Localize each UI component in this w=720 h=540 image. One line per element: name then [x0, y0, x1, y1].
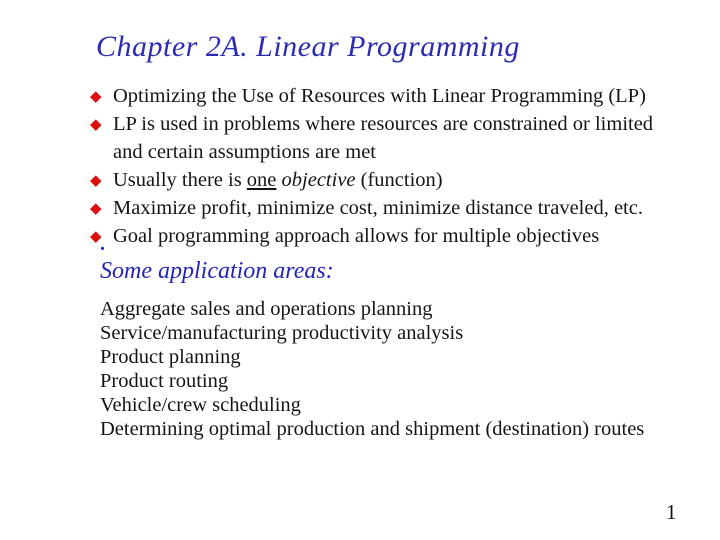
- diamond-bullet-icon: ◆: [90, 171, 102, 189]
- slide-title: Chapter 2A. Linear Programming: [96, 30, 520, 63]
- bullet-line: and certain assumptions are met: [113, 141, 376, 163]
- bullet-text: Goal programming approach allows for multiple objectives: [113, 225, 600, 247]
- bullet-text: [113, 110, 653, 166]
- bullet-text: Optimizing the Use of Resources with Linear Programming (LP): [113, 85, 646, 107]
- bullet-item: [90, 222, 712, 250]
- diamond-bullet-icon: ◆: [90, 87, 102, 105]
- page-number: 1: [666, 500, 677, 524]
- bullet-line: LP is used in problems where resources are constrained or limited: [113, 113, 654, 135]
- diamond-bullet-icon: ◆: [90, 115, 102, 133]
- application-item: Aggregate sales and operations planning: [100, 298, 433, 320]
- bullet-item: [90, 166, 712, 194]
- application-item: Determining optimal production and shipment (destination) routes: [100, 418, 645, 440]
- bullet-text-suffix: (function): [355, 169, 443, 191]
- bullet-text: [113, 166, 443, 194]
- underlined-word: one: [246, 169, 277, 191]
- bullet-list: [90, 82, 712, 250]
- bullet-text: Maximize profit, minimize cost, minimize distance traveled, etc.: [113, 197, 643, 219]
- application-item: Vehicle/crew scheduling: [100, 394, 301, 416]
- application-item: Product routing: [100, 370, 229, 392]
- diamond-bullet-icon: ◆: [90, 199, 102, 217]
- applications-list: [100, 297, 644, 441]
- sub-bullet-dot: .: [100, 233, 105, 255]
- bullet-item: [90, 110, 712, 166]
- bullet-item: [90, 194, 712, 222]
- bullet-item: [90, 82, 712, 110]
- applications-heading: Some application areas:: [100, 258, 334, 284]
- diamond-bullet-icon: ◆: [90, 227, 102, 245]
- italic-word: objective: [281, 169, 356, 191]
- application-item: Service/manufacturing productivity analysis: [100, 322, 464, 344]
- bullet-text-prefix: Usually there is: [113, 169, 247, 191]
- application-item: Product planning: [100, 346, 241, 368]
